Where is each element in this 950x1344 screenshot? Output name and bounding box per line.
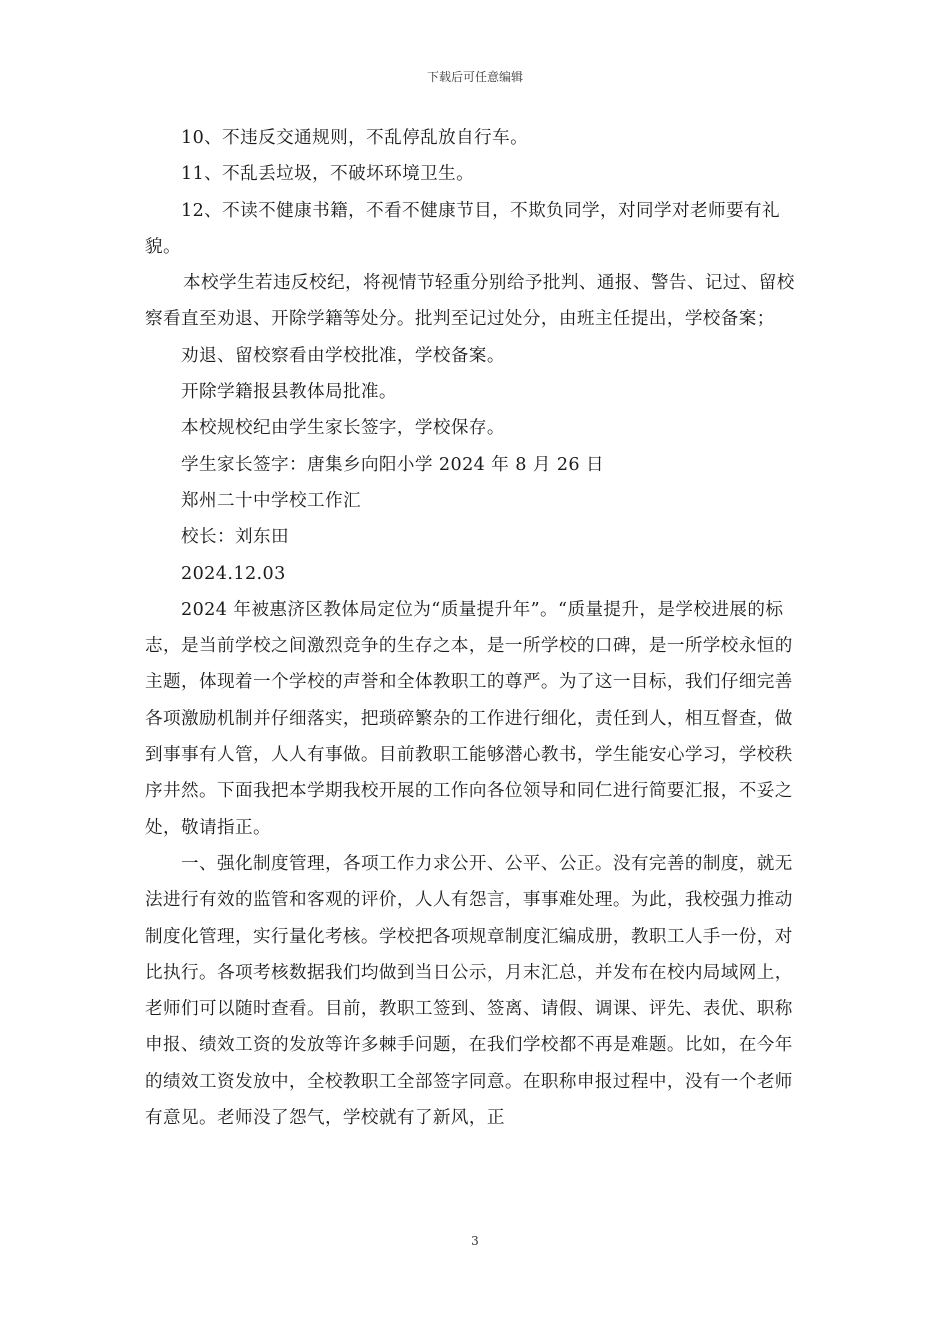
- rule-10: 10、不违反交通规则，不乱停乱放自行车。: [181, 128, 529, 148]
- page-number: 3: [471, 1234, 479, 1248]
- expulsion-note: 开除学籍报县教体局批准。: [181, 382, 397, 403]
- report-title: 郑州二十中学校工作汇: [181, 490, 361, 511]
- dismissal-note: 劝退、留校察看由学校批准，学校备案。: [181, 345, 505, 366]
- principal-line: 校长：刘东田: [181, 527, 289, 548]
- discipline-paragraph: 本校学生若违反校纪，将视情节轻重分别给予批判、通报、警告、记过、留校察看直至劝退、开除学籍等处分。批判至记过处分，由班主任提出，学校备案；: [145, 273, 795, 330]
- rule-11: 11、不乱丢垃圾，不破坏环境卫生。: [181, 164, 475, 185]
- report-date: 2024.12.03: [181, 563, 286, 584]
- header-note: 下载后可任意编辑: [426, 70, 523, 84]
- signature-note: 本校规校纪由学生家长签字，学校保存。: [181, 418, 505, 439]
- section-one-paragraph: 一、强化制度管理，各项工作力求公开、公平、公正。没有完善的制度，就无法进行有效的监管和客观的评价，人人有怨言，事事难处理。为此，我校强力推动制度化管理，实行量化考核。学校把各项规章制度汇编成册，教职工人手一份，对比执行。各项考核数据我们均做到当日公示，月末汇总，并发布在校内局域网上，老师们可以随时查看。目前，教职工签到、签离、请假、调课、评先、表优、职称申报、绩效工资的发放等许多棘手问题，在我们学校都不再是难题。比如，在今年的绩效工资发放中，全校教职工全部签字同意。在职称申报过程中，没有一个老师有意见。老师没了怨气，学校就有了新风，正: [145, 853, 793, 1129]
- parent-signature-line: 学生家长签字：唐集乡向阳小学 2024 年 8 月 26 日: [181, 454, 605, 475]
- rule-12: 12、不读不健康书籍，不看不健康节目，不欺负同学，对同学对老师要有礼貌。: [145, 200, 780, 257]
- intro-paragraph: 2024 年被惠济区教体局定位为“质量提升年”。“质量提升，是学校进展的标志，是当前学校之间激烈竞争的生存之本，是一所学校的口碑，是一所学校永恒的主题，体现着一个学校的声誉和全体教职工的尊严。为了这一目标，我们仔细完善各项激励机制并仔细落实，把琐碎繁杂的工作进行细化，责任到人，相互督查，做到事事有人管，人人有事做。目前教职工能够潜心教书，学生能安心学习，学校秩序井然。下面我把本学期我校开展的工作向各位领导和同仁进行简要汇报，不妥之处，敬请指正。: [145, 599, 793, 838]
- document-body: [145, 120, 807, 1136]
